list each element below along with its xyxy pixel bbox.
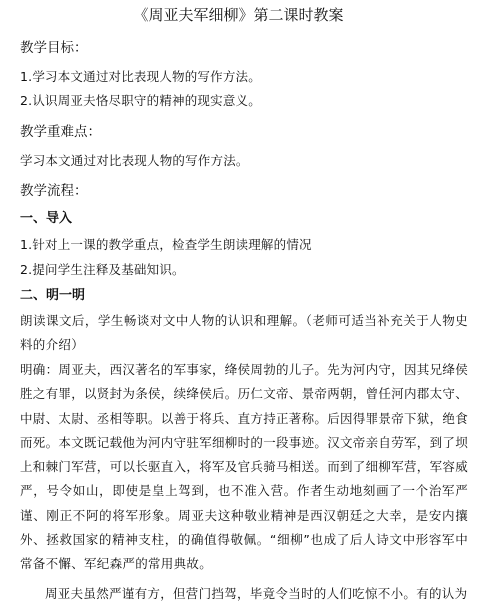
process-heading: 教学流程： (20, 183, 88, 199)
difficulty-text: 学习本文通过对比表现人物的写作方法。 (20, 153, 249, 168)
section-2-heading: 二、明一明 (20, 288, 86, 303)
page-title: 《周亚夫军细柳》第二课时教案 (133, 6, 344, 24)
section-2-intro: 朗读课文后，学生畅谈对文中人物的认识和理解。（老师可适当补充关于人物史料的介绍） (20, 313, 468, 353)
difficulty-heading: 教学重难点： (20, 124, 101, 140)
section-1-item-2: 2.提问学生注释及基础知识。 (20, 262, 185, 277)
goals-heading: 教学目标： (20, 40, 88, 56)
goal-item-2: 2.认识周亚夫恪尽职守的精神的现实意义。 (20, 93, 261, 108)
section-1-item-1: 1.针对上一课的教学重点，检查学生朗读理解的情况 (20, 237, 312, 252)
section-2-explanation: 明确：周亚夫，西汉著名的军事家，绛侯周勃的儿子。先为河内守，因其兄绛侯胜之有罪，以贤封为条侯，续绛侯后。历仁文帝、景帝两朝，曾任河内郡太守、中尉、太尉、丞相等职。以善于将兵、直方持正著称。后因得罪景帝下狱，绝食而死。本文既记载他为河内守驻军细柳时的一段事迹。汉文帝亲自劳军，到了坝上和棘门军营，可以长驱直入，将军及官兵骑马相送。而到了细柳军营，军容威严，号令如山，即使是皇上驾到，也不准入营。作者生动地刻画了一个治军严谨、刚正不阿的将军形象。周亚夫这种敬业精神是西汉朝廷之大幸，是安内攘外、拯救国家的精神支柱，的确值得敬佩。“细柳”也成了后人诗文中形容军中常备不懈、军纪森严的常用典故。 (20, 362, 469, 572)
section-1-heading: 一、导入 (20, 211, 73, 226)
goal-item-1: 1.学习本文通过对比表现人物的写作方法。 (20, 69, 261, 84)
section-2-continuation: 周亚夫虽然严谨有方，但营门挡驾，毕竟令当时的人们吃惊不小。有的认为 (45, 586, 468, 601)
